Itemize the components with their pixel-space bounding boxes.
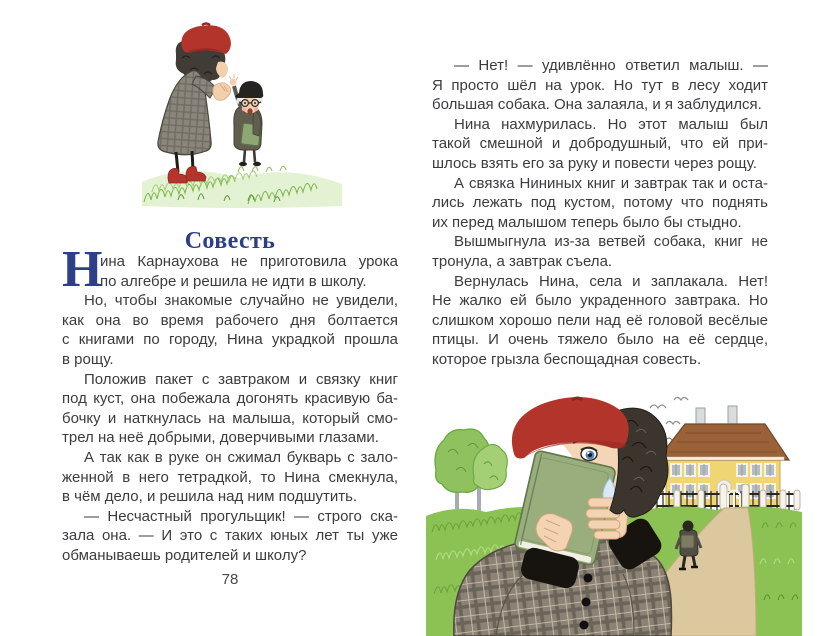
- illustration-nina-crying: [426, 394, 802, 636]
- illustration-nina-meets-boy: [138, 14, 364, 210]
- red-shoe: [186, 166, 206, 181]
- text-line: обманываешь родителей и школу?: [62, 546, 307, 564]
- text-line: Но, чтобы знакомые случайно не увидели,: [84, 292, 398, 310]
- gate-post: [742, 484, 749, 510]
- button: [580, 621, 589, 630]
- open-mouth: [247, 108, 252, 114]
- text-line: такой смешной и добродушный, что ей при-: [432, 135, 768, 153]
- text-line: с книгами по городу, Нина украдкой прошла: [62, 331, 398, 349]
- text-line: птицы. И очень тяжело было на её сердце,: [432, 331, 768, 349]
- text-line: А так как в руке он сжимал букварь с зало-: [84, 448, 398, 466]
- text-line: как она во время рабочего дня болтается: [62, 311, 398, 329]
- text-line: их перед малышом теперь было бы стыдно.: [432, 213, 742, 231]
- text-line: зала она. — И это с таких юных лет ты уже: [62, 527, 398, 545]
- gate-post: [720, 484, 727, 510]
- text-line: — Несчастный прогульщик! — строго ска-: [84, 507, 398, 525]
- text-line: Не жалко ей было украденного завтрака. Но: [432, 292, 768, 310]
- text-line: трел на неё добрыми, доверчивыми глазами.: [62, 429, 379, 447]
- button: [584, 574, 593, 583]
- red-shoe: [168, 168, 188, 183]
- text-line: бочку и наткнулась на малыша, который смо-: [62, 409, 398, 427]
- text-line: женной в него тетрадкой, то Нина смекнула,: [62, 468, 398, 486]
- boy-legs: [244, 150, 255, 162]
- text-line: ина Карнаухова не приготовила урока: [100, 253, 398, 270]
- story-title: Совесть: [184, 228, 276, 255]
- text-line: Нина нахмурилась. Но этот малыш был: [454, 115, 768, 133]
- boy-figure: [229, 74, 263, 166]
- backpack: [681, 535, 694, 548]
- drop-cap: Н: [62, 241, 103, 298]
- text-line: большая собака. Она залаяла, и я заблудился.: [432, 96, 762, 114]
- trees: [435, 429, 507, 520]
- text-line: слишком хорошо пели над её головой весёлые: [432, 311, 768, 329]
- left-page: [62, 0, 398, 636]
- right-page: [432, 0, 768, 636]
- text-line: по алгебре и решила не идти в школу.: [100, 272, 367, 290]
- boy-head: [683, 521, 694, 532]
- woman-figure: [158, 24, 231, 184]
- cap: [235, 81, 263, 98]
- text-line: в чём дело, и решила над ним подшутить.: [62, 488, 358, 506]
- text-line: Вышмыгнула из-за ветвей собака, книг не: [454, 233, 768, 251]
- text-line: А связка Нининых книг и завтрак так и оста-: [454, 174, 768, 192]
- page-number: 78: [221, 571, 239, 588]
- text-line: под куст, она побежала догонять красивую ба-: [62, 390, 398, 408]
- boy-hand: [230, 79, 237, 86]
- text-line: которое грызла беспощадная совесть.: [432, 350, 702, 368]
- text-line: — Нет! — удивлённо ответил малыш. —: [454, 57, 768, 74]
- button: [582, 598, 591, 607]
- right-text-column: [432, 56, 768, 370]
- text-line: Я просто шёл на урок. Но тут в лесу ходит: [432, 76, 768, 94]
- text-line: Положив пакет с завтраком и связку книг: [84, 370, 398, 388]
- left-text-column: [62, 252, 398, 566]
- text-line: Вернулась Нина, села и заплакала. Нет!: [454, 272, 768, 290]
- text-line: тронула, а завтрак съела.: [432, 252, 613, 270]
- text-line: шлось взять его за руку и повести через рощу.: [432, 154, 757, 172]
- text-line: лись лежать под кустом, потому что поднять: [432, 194, 768, 212]
- text-line: в рощу.: [62, 350, 114, 368]
